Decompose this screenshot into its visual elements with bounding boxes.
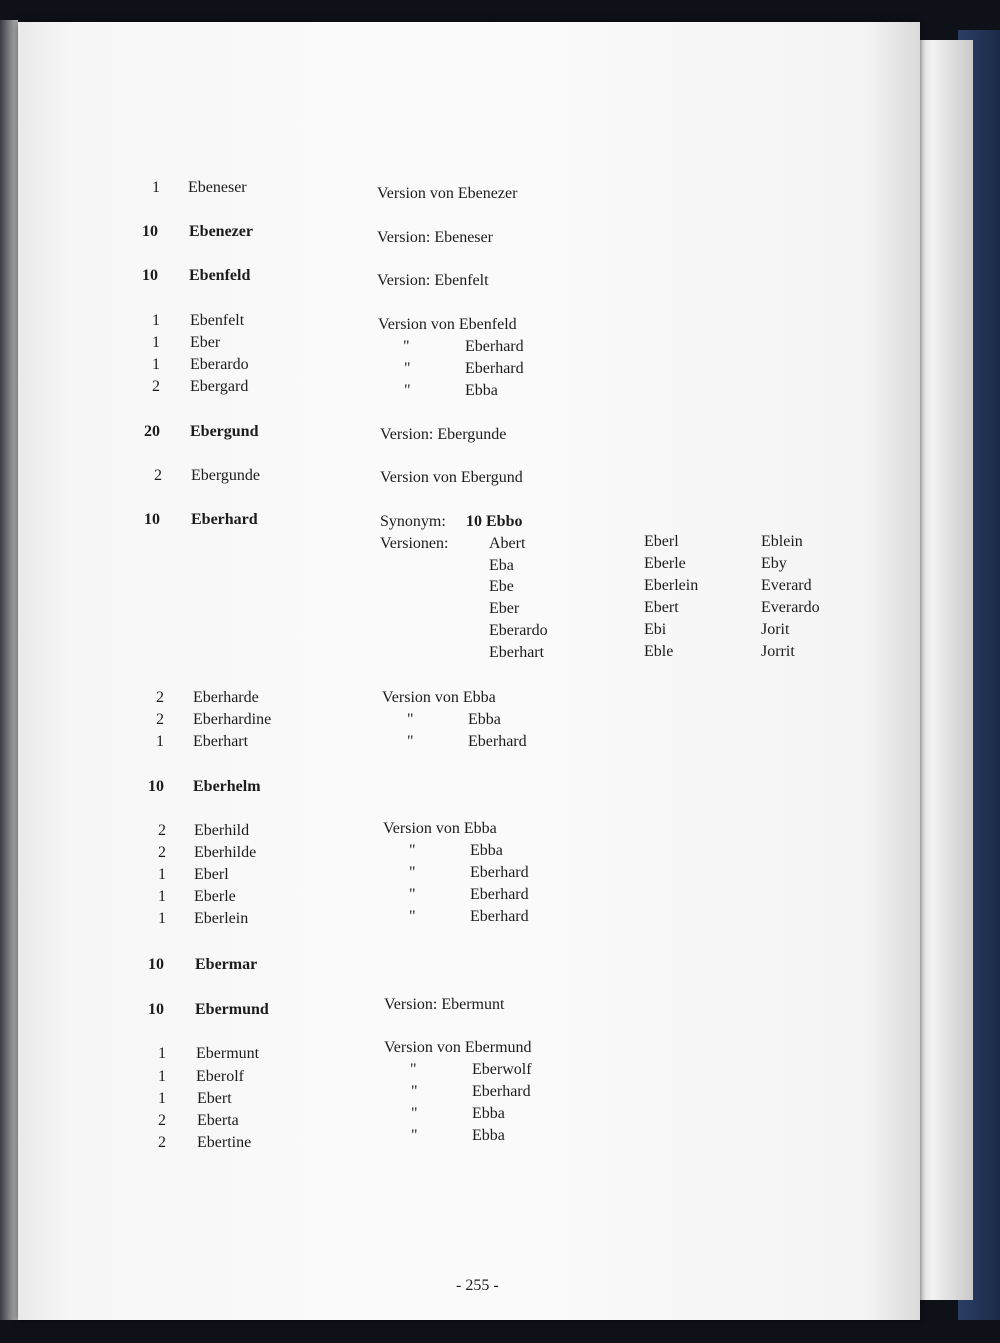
version-item: Abert — [489, 535, 526, 552]
entry-note: Version: Ebergunde — [380, 426, 507, 443]
entry-note: Eberhard — [472, 1083, 531, 1100]
entry-count: 2 — [158, 1112, 166, 1129]
version-item: Everardo — [761, 599, 820, 616]
entry-note: Eberhard — [465, 338, 524, 355]
entry-count: 1 — [156, 733, 164, 750]
ditto-mark: " — [411, 1105, 418, 1122]
entry-name: Ebenezer — [189, 223, 253, 240]
version-item: Eblein — [761, 533, 803, 550]
entry-count: 1 — [158, 866, 166, 883]
page-number: - 255 - — [456, 1277, 499, 1294]
entry-name: Eberlein — [194, 910, 249, 927]
entry-note: Eberhard — [470, 886, 529, 903]
entry-name: Eberhart — [193, 733, 249, 750]
entry-name: Eberta — [197, 1112, 239, 1129]
entry-count: 1 — [158, 1045, 166, 1062]
version-item: Eberardo — [489, 622, 548, 639]
entry-count: 1 — [158, 1068, 166, 1085]
entry-name: Ebert — [197, 1090, 232, 1107]
entry-name: Ebermunt — [196, 1045, 260, 1062]
version-item: Eble — [644, 643, 674, 660]
ditto-mark: " — [411, 1083, 418, 1100]
ditto-mark: " — [409, 886, 416, 903]
entry-note: Eberwolf — [472, 1061, 532, 1078]
entry-count: 2 — [156, 689, 164, 706]
entry-note: Version von Ebba — [383, 820, 497, 837]
entry-note: Version von Ebergund — [380, 469, 523, 486]
version-item: Jorrit — [761, 643, 795, 660]
entry-count: 1 — [152, 334, 160, 351]
entry-note: Version von Ebenfeld — [378, 316, 517, 333]
ditto-mark: " — [409, 908, 416, 925]
page-stack-edge — [915, 40, 973, 1300]
ditto-mark: " — [409, 864, 416, 881]
ditto-mark: " — [404, 382, 411, 399]
version-item: Ebe — [489, 578, 514, 595]
entry-note: Ebba — [472, 1105, 505, 1122]
entry-note: Version von Ebba — [382, 689, 496, 706]
entry-count: 1 — [152, 312, 160, 329]
version-item: Eber — [489, 600, 520, 617]
version-item: Jorit — [761, 621, 790, 638]
entry-count: 2 — [154, 467, 162, 484]
ditto-mark: " — [409, 842, 416, 859]
version-item: Ebi — [644, 621, 667, 638]
entry-name: Eberhild — [194, 822, 250, 839]
entry-count: 10 — [148, 778, 164, 795]
entry-name: Eberhard — [191, 511, 258, 528]
entry-name: Ebermund — [195, 1001, 269, 1018]
entry-count: 2 — [158, 844, 166, 861]
entry-note: Ebba — [468, 711, 501, 728]
entry-count: 10 — [148, 956, 164, 973]
entry-note: Eberhard — [465, 360, 524, 377]
entry-name: Ebergunde — [191, 467, 261, 484]
ditto-mark: " — [404, 360, 411, 377]
entry-name: Eberhardine — [193, 711, 272, 728]
entry-count: 1 — [158, 1090, 166, 1107]
entry-note: Version: Ebenfelt — [377, 272, 489, 289]
entry-note: Version: Ebeneser — [377, 229, 493, 246]
entry-note: Eberhard — [468, 733, 527, 750]
entry-name: Eberolf — [196, 1068, 244, 1085]
entry-name: Ebergund — [190, 423, 259, 440]
entry-note: Version: Ebermunt — [384, 996, 505, 1013]
entry-name: Ebermar — [195, 956, 258, 973]
ditto-mark: " — [407, 711, 414, 728]
entry-count: 2 — [158, 822, 166, 839]
entry-count: 1 — [152, 356, 160, 373]
version-item: Eba — [489, 557, 514, 574]
entry-name: Ebergard — [190, 378, 249, 395]
entry-count: 2 — [156, 711, 164, 728]
version-item: Ebert — [644, 599, 679, 616]
version-item: Eberlein — [644, 577, 699, 594]
version-item: Everard — [761, 577, 812, 594]
entry-count: 1 — [158, 888, 166, 905]
ditto-mark: " — [407, 733, 414, 750]
entry-note: Ebba — [472, 1127, 505, 1144]
entry-name: Eberharde — [193, 689, 259, 706]
entry-name: Eberl — [194, 866, 229, 883]
versions-label: Versionen: — [380, 535, 449, 552]
entry-count: 2 — [152, 378, 160, 395]
entry-name: Ebenfeld — [189, 267, 251, 284]
entry-name: Eberhilde — [194, 844, 257, 861]
ditto-mark: " — [410, 1061, 417, 1078]
entry-note: Ebba — [465, 382, 498, 399]
version-item: Eberle — [644, 555, 686, 572]
book-spine-left — [0, 20, 18, 1320]
entry-count: 10 — [142, 223, 158, 240]
entry-count: 2 — [158, 1134, 166, 1151]
ditto-mark: " — [411, 1127, 418, 1144]
entry-name: Eberardo — [190, 356, 249, 373]
entry-count: 1 — [152, 179, 160, 196]
entry-name: Ebertine — [197, 1134, 252, 1151]
entry-note: Eberhard — [470, 908, 529, 925]
entry-count: 1 — [158, 910, 166, 927]
entry-name: Eber — [190, 334, 221, 351]
ditto-mark: " — [403, 338, 410, 355]
synonym-value: 10 Ebbo — [466, 513, 523, 530]
entry-name: Ebenfelt — [190, 312, 245, 329]
version-item: Eby — [761, 555, 787, 572]
entry-note: Ebba — [470, 842, 503, 859]
entry-note: Version von Ebermund — [384, 1039, 532, 1056]
entry-name: Ebeneser — [188, 179, 247, 196]
synonym-label: Synonym: — [380, 513, 446, 530]
entry-count: 10 — [148, 1001, 164, 1018]
entry-count: 10 — [142, 267, 158, 284]
version-item: Eberl — [644, 533, 679, 550]
entry-count: 10 — [144, 511, 160, 528]
entry-note: Version von Ebenezer — [377, 185, 518, 202]
entry-count: 20 — [144, 423, 160, 440]
entry-name: Eberhelm — [193, 778, 261, 795]
version-item: Eberhart — [489, 644, 545, 661]
entry-note: Eberhard — [470, 864, 529, 881]
entry-name: Eberle — [194, 888, 236, 905]
